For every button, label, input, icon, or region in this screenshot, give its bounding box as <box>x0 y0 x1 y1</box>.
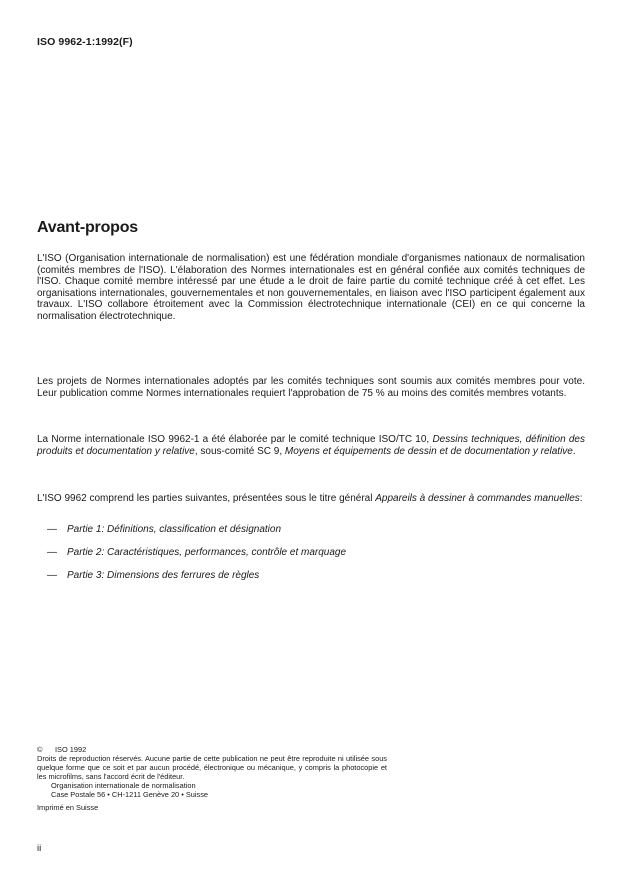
p4-general-title: Appareils à dessiner à commandes manuelles <box>375 493 580 504</box>
document-id-header: ISO 9962-1:1992(F) <box>37 36 133 48</box>
foreword-paragraph-4 <box>37 493 585 505</box>
publisher-org: Organisation internationale de normalisation <box>51 781 196 790</box>
page-title: Avant-propos <box>37 219 139 236</box>
foreword-paragraph-1: L'ISO (Organisation internationale de normalisation) est une fédération mondiale d'organismes nationaux de normalisation (comités membres de l'ISO). L'élaboration des Normes internationales est en général confiée aux comités techniques de l'ISO. Chaque comité membre intéressé par une étude a le droit de faire partie du comité technique créé à cet effet. Les organisations internationales, gouvernementales et non gouvernementales, en liaison avec l'ISO participent également aux travaux. L'ISO collabore étroitement avec la Commission électrotechnique internationale (CEI) en ce qui concerne la normalisation électrotechnique. <box>37 253 585 322</box>
copyright-text: ISO 1992 <box>55 745 87 754</box>
copyright-line <box>37 745 387 754</box>
list-item <box>47 524 577 547</box>
page-number: ii <box>37 843 42 854</box>
p4-text-a: L'ISO 9962 comprend les parties suivantes, présentées sous le titre général <box>37 493 376 504</box>
list-item <box>47 570 577 593</box>
list-item <box>47 547 577 570</box>
p3-subcommittee-title: Moyens et équipements de dessin et de documentation y relative <box>284 445 573 457</box>
publisher-address: Case Postale 56 • CH-1211 Genève 20 • Suisse <box>51 790 209 799</box>
foreword-paragraph-2: Les projets de Normes internationales adoptés par les comités techniques sont soumis aux comités membres pour vote. Leur publication comme Normes internationales requiert l'approbation de 75 % au moins des comités membres votants. <box>37 376 585 399</box>
p3-committee-title: Dessins techniques, définition des produits et documentation y relative <box>37 434 585 457</box>
p3-text-e: . <box>572 445 576 457</box>
copyright-footer <box>37 745 387 812</box>
p4-text-c: : <box>579 493 583 504</box>
p3-text-a: La Norme internationale ISO 9962-1 a été élaborée par le comité technique ISO/TC 10, <box>37 434 433 445</box>
part-3-text: Partie 3: Dimensions des ferrures de règles <box>67 570 260 581</box>
parts-list <box>47 524 577 593</box>
list-dash: — <box>47 524 57 535</box>
foreword-paragraph-3 <box>37 434 585 457</box>
list-dash: — <box>47 547 57 558</box>
printed-in: Imprimé en Suisse <box>37 803 99 812</box>
p3-text-c: , sous-comité SC 9, <box>194 445 285 457</box>
part-2-text: Partie 2: Caractéristiques, performances, contrôle et marquage <box>67 547 347 558</box>
rights-notice: Droits de reproduction réservés. Aucune partie de cette publication ne peut être reproduite ni utilisée sous quelque forme que ce soit et par aucun procédé, électronique ou mécanique, y compris la photocopie et les microfilms, sans l'accord écrit de l'éditeur. <box>37 754 387 781</box>
copyright-icon: © <box>37 745 43 754</box>
list-dash: — <box>47 570 57 581</box>
part-1-text: Partie 1: Définitions, classification et désignation <box>67 524 282 535</box>
